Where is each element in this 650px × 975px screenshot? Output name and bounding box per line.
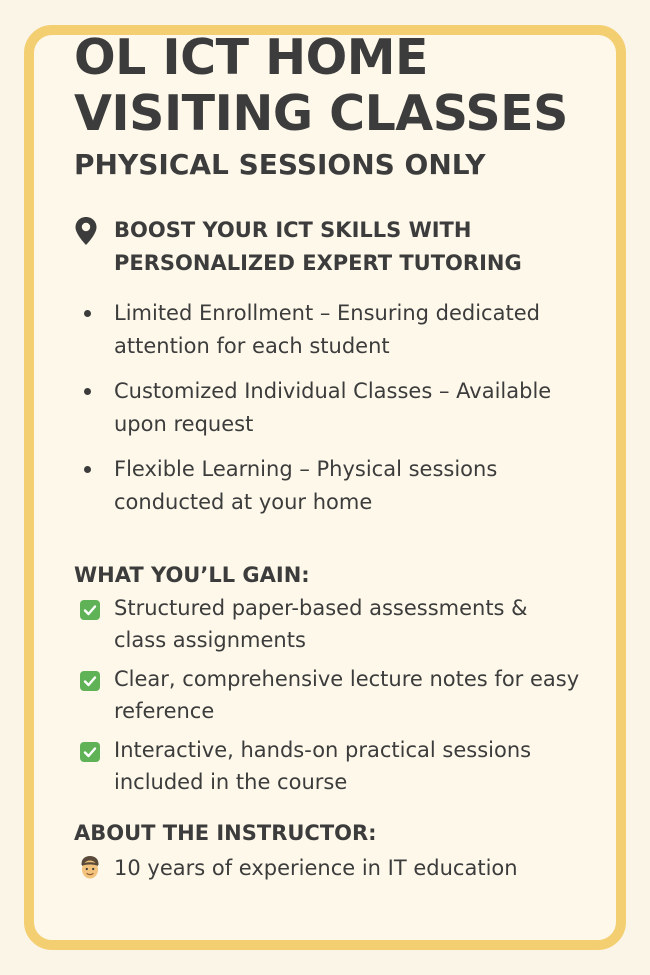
gain-item [80, 592, 580, 656]
page-subtitle: PHYSICAL SESSIONS ONLY [74, 148, 486, 181]
bullet-icon [84, 466, 91, 473]
teacher-face-icon [78, 855, 102, 881]
gain-item [80, 663, 580, 727]
feature-list [74, 297, 574, 531]
map-pin-icon [74, 216, 98, 246]
page-title: OL ICT HOME VISITING CLASSES [74, 29, 568, 142]
gains-list [80, 592, 580, 805]
gains-heading: WHAT YOU’LL GAIN: [74, 563, 310, 587]
check-box-icon [80, 671, 100, 691]
tagline-text: BOOST YOUR ICT SKILLS WITH PERSONALIZED EXPERT TUTORING [114, 218, 522, 275]
feature-item [74, 453, 574, 519]
feature-text: Flexible Learning – Physical sessions conducted at your home [114, 457, 498, 514]
feature-text: Customized Individual Classes – Available upon request [114, 379, 552, 436]
feature-text: Limited Enrollment – Ensuring dedicated attention for each student [114, 301, 540, 358]
instructor-text: 10 years of experience in IT education [114, 856, 518, 880]
instructor-heading: ABOUT THE INSTRUCTOR: [74, 821, 377, 845]
feature-item [74, 297, 574, 363]
gain-text: Structured paper-based assessments & class assignments [114, 596, 528, 652]
check-box-icon [80, 742, 100, 762]
gain-text: Clear, comprehensive lecture notes for easy reference [114, 667, 580, 723]
check-box-icon [80, 600, 100, 620]
gain-text: Interactive, hands-on practical sessions included in the course [114, 738, 532, 794]
bullet-icon [84, 388, 91, 395]
feature-item [74, 375, 574, 441]
bullet-icon [84, 310, 91, 317]
gain-item [80, 734, 580, 798]
